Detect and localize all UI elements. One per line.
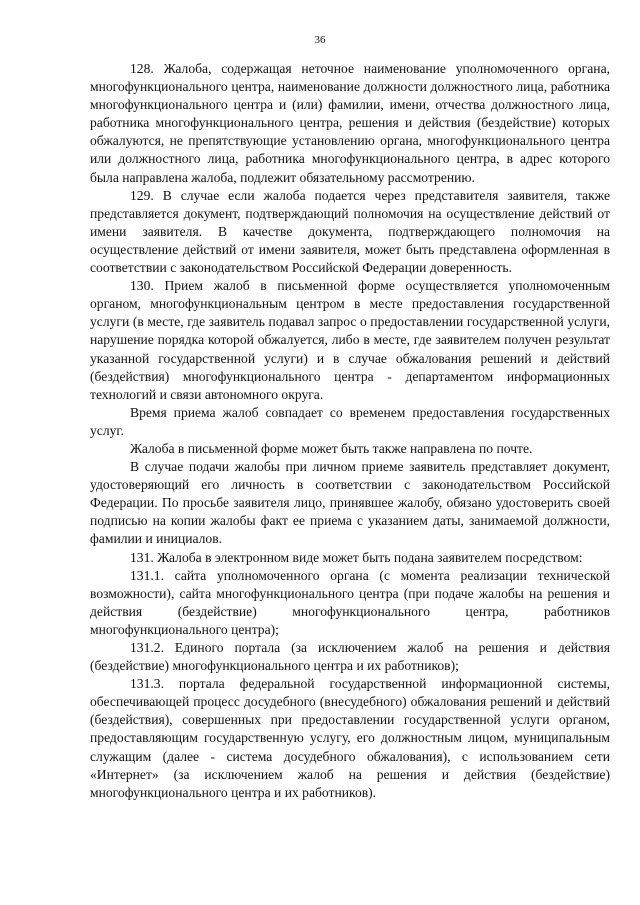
paragraph-reception-time: Время приема жалоб совпадает со временем предоставления государственных услуг. <box>90 404 610 438</box>
paragraph-131-3: 131.3. портала федеральной государственной информационной системы, обеспечивающей процесс досудебного (внесудебного) обжалования решений и действий (бездействия), совершенных при предоставлении государственной услуги органом, предоставляющим государственную услугу, его должностным лицом, муниципальным служащим (далее - система досудебного обжалования), с использованием сети «Интернет» (за исключением жалоб на решения и действия (бездействие) многофункционального центра и их работников). <box>90 676 610 800</box>
paragraph-130: 130. Прием жалоб в письменной форме осуществляется уполномоченным органом, многофункциональным центром в месте предоставления государственной услуги (в месте, где заявитель подавал запрос о предоставлении государственной услуги, нарушение порядка которой обжалуется, либо в месте, где заявителем получен результат указанной государственной услуги) и в случае обжалования решений и действий (бездействия) многофункционального центра - департаментом информационных технологий и связи автономного округа. <box>90 278 610 402</box>
paragraph-131-1: 131.1. сайта уполномоченного органа (с момента реализации технической возможности), сайта многофункционального центра (при подаче жалобы на решения и действия (бездействие) многофункционального центра, работников многофункционального центра); <box>90 567 610 637</box>
paragraph-personal-reception: В случае подачи жалобы при личном приеме заявитель представляет документ, удостоверяющий его личность в соответствии с законодательством Российской Федерации. По просьбе заявителя лицо, принявшее жалобу, обязано удостоверить своей подписью на копии жалобы факт ее приема с указанием даты, занимаемой должности, фамилии и инициалов. <box>90 459 610 547</box>
document-body <box>90 60 610 802</box>
paragraph-131: 131. Жалоба в электронном виде может быть подана заявителем посредством: <box>130 549 583 565</box>
paragraph-mail: Жалоба в письменной форме может быть также направлена по почте. <box>130 440 533 456</box>
paragraph-129: 129. В случае если жалоба подается через представителя заявителя, также представляется документ, подтверждающий полномочия на осуществление действий от имени заявителя. В качестве документа, подтверждающего полномочия на осуществление действий от имени заявителя, может быть представлена оформленная в соответствии с законодательством Российской Федерации доверенность. <box>90 187 610 276</box>
page-number: 36 <box>314 34 326 46</box>
paragraph-128: 128. Жалоба, содержащая неточное наименование уполномоченного органа, многофункционального центра, наименование должности должностного лица, работника многофункционального центра и (или) фамилии, имени, отчества должностного лица, работника многофункционального центра, решения и действия (бездействие) которых обжалуются, не препятствующие установлению органа, многофункционального центра или должностного лица, работника многофункционального центра, в адрес которого была направлена жалоба, подлежит обязательному рассмотрению. <box>90 61 610 185</box>
paragraph-131-2: 131.2. Единого портала (за исключением жалоб на решения и действия (бездействие) многофункционального центра и их работников); <box>90 640 610 674</box>
